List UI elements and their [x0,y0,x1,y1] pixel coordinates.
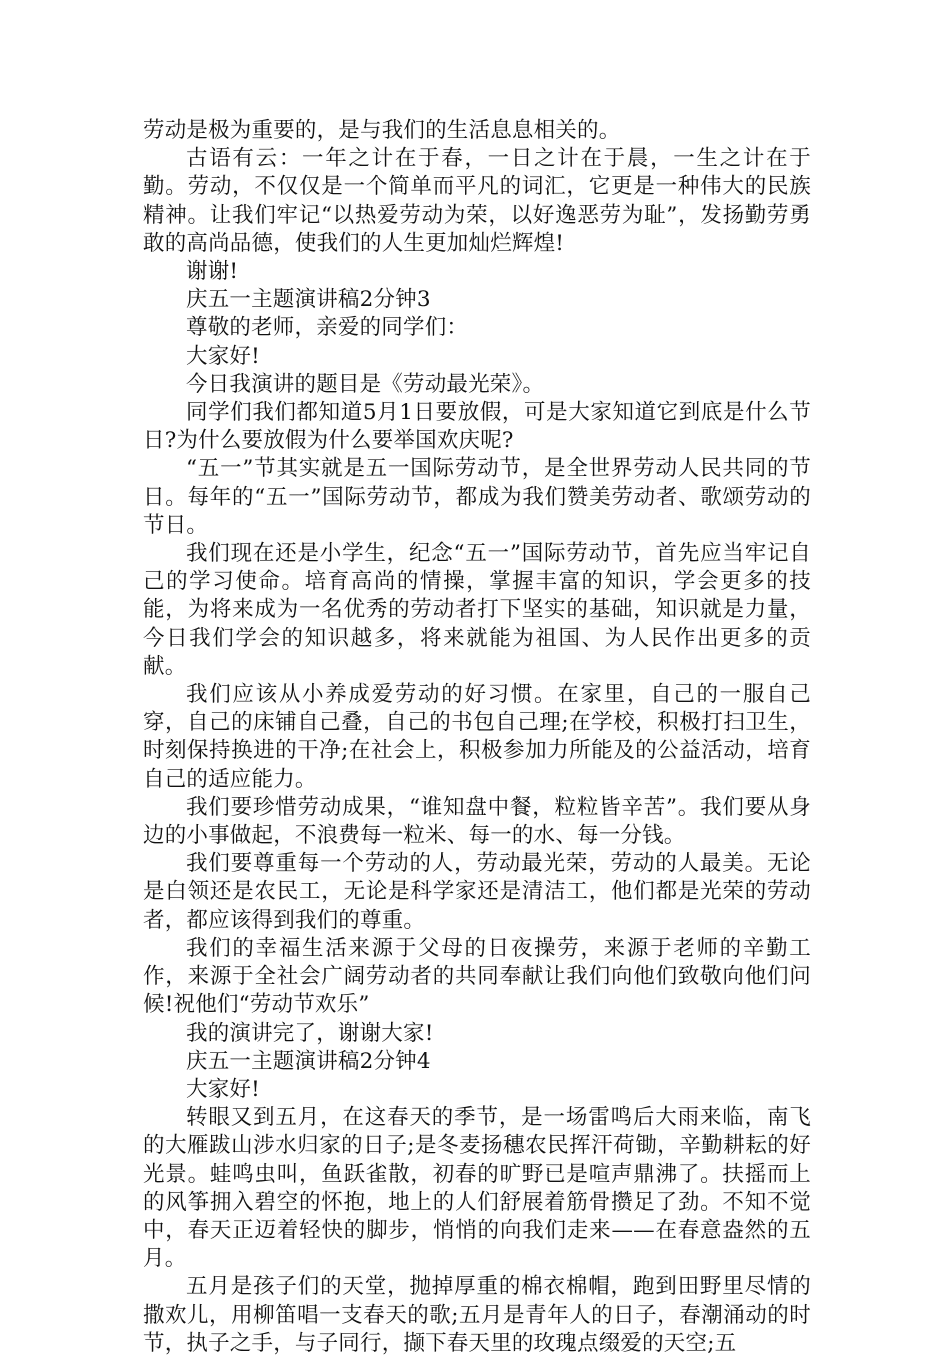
paragraph: 转眼又到五月，在这春天的季节，是一场雷鸣后大雨来临，南飞的大雁跋山涉水归家的日子;是冬麦扬穗农民挥汗荷锄，辛勤耕耘的好光景。蛙鸣虫叫，鱼跃雀散，初春的旷野已是喧声鼎沸了。扶摇而上的风筝拥入碧空的怀抱，地上的人们舒展着筋骨攒足了劲。不知不觉中，春天正迈着轻快的脚步，悄悄的向我们走来——在春意盎然的五月。 [143,1105,811,1272]
paragraph: 古语有云：一年之计在于春，一日之计在于晨，一生之计在于勤。劳动，不仅仅是一个简单而平凡的词汇，它更是一种伟大的民族精神。让我们牢记“以热爱劳动为荣，以好逸恶劳为耻”，发扬勤劳勇敢的高尚品德，使我们的人生更加灿烂辉煌! [143,146,811,256]
document-body [143,117,811,1358]
paragraph: 我们的幸福生活来源于父母的日夜操劳，来源于老师的辛勤工作，来源于全社会广阔劳动者的共同奉献让我们向他们致敬向他们问候!祝他们“劳动节欢乐” [143,935,811,1018]
paragraph: 我们要尊重每一个劳动的人，劳动最光荣，劳动的人最美。无论是白领还是农民工，无论是科学家还是清洁工，他们都是光荣的劳动者，都应该得到我们的尊重。 [143,851,811,933]
paragraph: “五一”节其实就是五一国际劳动节，是全世界劳动人民共同的节日。每年的“五一”国际劳动节，都成为我们赞美劳动者、歌颂劳动的节日。 [143,456,811,538]
paragraph: 大家好! [186,343,260,369]
paragraph: 我们现在还是小学生，纪念“五一”国际劳动节，首先应当牢记自己的学习使命。培育高尚的情操，掌握丰富的知识，学会更多的技能，为将来成为一名优秀的劳动者打下坚实的基础，知识就是力量，今日我们学会的知识越多，将来就能为祖国、为人民作出更多的贡献。 [143,541,811,679]
paragraph: 我的演讲完了，谢谢大家! [186,1020,434,1046]
paragraph: 谢谢! [186,259,239,285]
paragraph: 我们要珍惜劳动成果，“谁知盘中餐，粒粒皆辛苦”。我们要从身边的小事做起，不浪费每一粒米、每一的水、每一分钱。 [143,794,811,849]
paragraph: 同学们我们都知道5月1日要放假，可是大家知道它到底是什么节日?为什么要放假为什么要举国欢庆呢? [143,400,811,454]
paragraph: 大家好! [186,1076,260,1102]
paragraph: 今日我演讲的题目是《劳动最光荣》。 [186,371,545,397]
paragraph: 我们应该从小养成爱劳动的好习惯。在家里，自己的一服自己穿，自己的床铺自己叠，自己的书包自己理;在学校，积极打扫卫生，时刻保持换进的干净;在社会上，积极参加力所能及的公益活动，培育自己的适应能力。 [143,682,811,792]
paragraph: 五月是孩子们的天堂，抛掉厚重的棉衣棉帽，跑到田野里尽情的撒欢儿，用柳笛唱一支春天的歌;五月是青年人的日子，春潮涌动的时节，执子之手，与子同行，撷下春天里的玫瑰点缀爱的天空;五 [143,1274,811,1356]
paragraph: 劳动是极为重要的，是与我们的生活息息相关的。 [143,118,621,143]
paragraph: 尊敬的老师，亲爱的同学们： [186,315,469,341]
paragraph: 庆五一主题演讲稿2分钟3 [186,287,431,313]
paragraph: 庆五一主题演讲稿2分钟4 [186,1048,431,1074]
